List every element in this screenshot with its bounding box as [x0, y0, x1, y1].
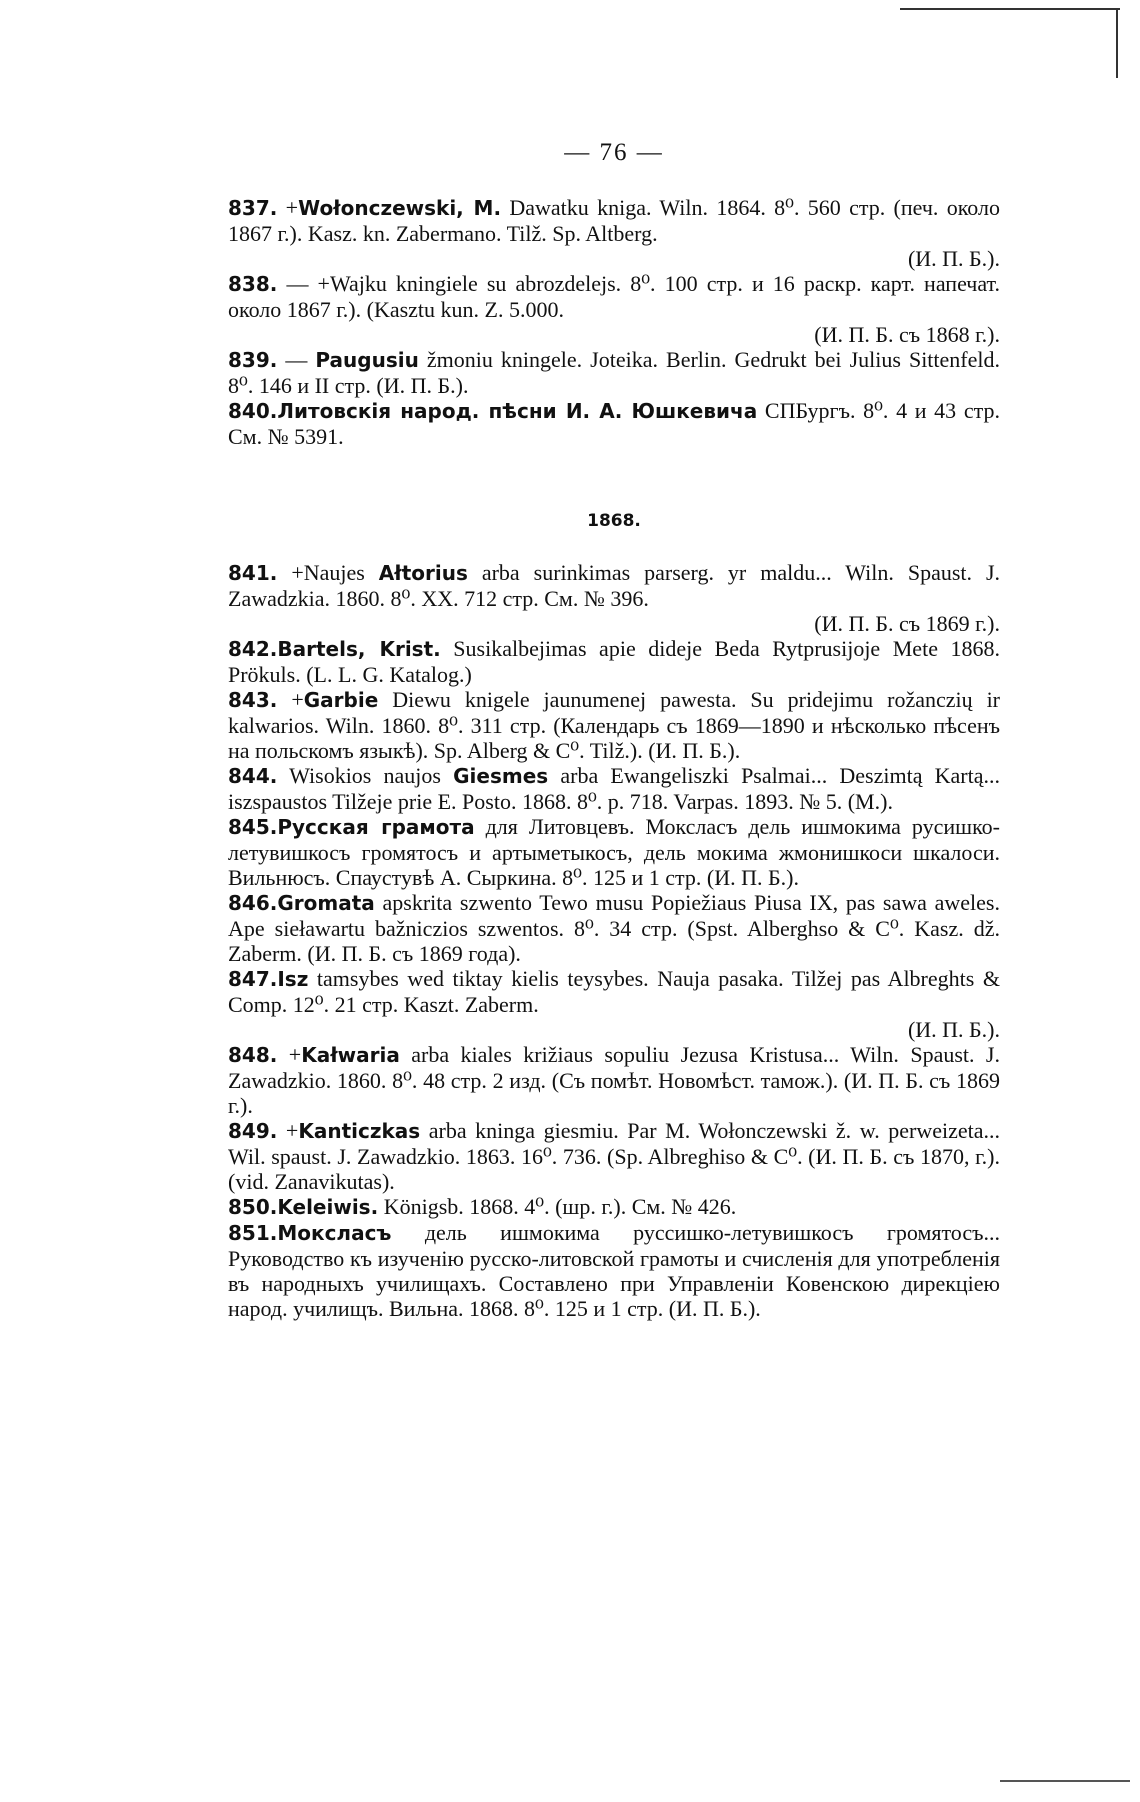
entry-title: Isz — [277, 967, 309, 991]
entry-prefix: Wisokios naujos — [289, 763, 454, 788]
entry-title: Kanticzkas — [298, 1119, 421, 1143]
entry-text: arba Ewangeliszki Psalmai... Deszimtą Kartą... iszspaustos Tilžeje prie E. Posto. 1868. 8⁰. p. 718. Varpas. 1893. № 5. (M.). — [228, 763, 1000, 814]
entry-title: Ałtorius — [378, 561, 468, 585]
entry-text: žmoniu kningele. Joteika. Berlin. Gedrukt bei Julius Sittenfeld. 8⁰. 146 и II стр. (И. П. Б.). — [228, 347, 1000, 398]
entry-location: (И. П. Б. съ 1869 г.). — [814, 611, 1000, 636]
entry-title: Garbie — [303, 688, 379, 712]
bibliography-entry — [228, 636, 1000, 687]
entry-number: 844. — [228, 764, 278, 788]
entry-text: arba surinkimas parserg. yr maldu... Wiln. Spaust. J. Zawadzkia. 1860. 8⁰. XX. 712 стр. См. № 396. — [228, 560, 1001, 611]
entry-number: 843. — [228, 688, 278, 712]
bibliography-entry — [228, 271, 1000, 347]
scan-border-right — [1116, 8, 1118, 78]
entry-title: Русская грамота — [277, 815, 475, 839]
entry-title: Keleiwis. — [277, 1195, 379, 1219]
entry-prefix: + — [288, 1042, 302, 1067]
entry-text: Königsb. 1868. 4⁰. (шр. г.). См. № 426. — [378, 1194, 737, 1219]
entry-text: tamsybes wed tiktay kielis teysybes. Nauja pasaka. Tilžej pas Albreghts & Comp. 12⁰. 21 стр. Kaszt. Zaberm. — [228, 966, 1000, 1017]
entry-number: 848. — [228, 1043, 278, 1067]
bibliography-entry — [228, 687, 1000, 763]
entry-text: Diewu knigele jaunumenej pawesta. Su pridejimu rožanczių ir kalwarios. Wiln. 1860. 8⁰. 311 стр. (Календарь съ 1869—1890 и нѣсколько пѣсенъ на польскомъ языкѣ). Sp. Alberg & C⁰. Tilž.). (И. П. Б.). — [228, 687, 1001, 763]
bibliography-entry — [228, 398, 1000, 449]
entry-prefix: + — [285, 195, 299, 220]
entry-title: Paugusiu — [315, 348, 419, 372]
entry-text: arba kiales križiaus sopuliu Jezusa Kristusa... Wiln. Spaust. J. Zawadzkio. 1860. 8⁰. 48 стр. 2 изд. (Съ помѣт. Новомѣст. тамож.). (И. П. Б. съ 1869 г.). — [228, 1042, 1000, 1118]
bibliography-entry — [228, 1194, 1000, 1220]
entries-after-year — [228, 560, 1000, 1321]
entry-text: СПБургъ. 8⁰. 4 и 43 стр. См. № 5391. — [228, 398, 1000, 449]
bibliography-entry — [228, 814, 1000, 890]
entry-location: (И. П. Б. съ 1868 г.). — [814, 322, 1000, 347]
entry-location: (И. П. Б.). — [907, 246, 1000, 271]
entry-text: arba kninga giesmiu. Par M. Wołonczewski ž. w. perweizeta... Wil. spaust. J. Zawadzkio. 1863. 16⁰. 736. (Sp. Albreghiso & C⁰. (И. П. Б. съ 1870, г.). (vid. Zanavikutas). — [228, 1118, 1001, 1194]
bibliography-entry — [228, 195, 1000, 271]
entry-title: Giesmes — [453, 764, 549, 788]
entry-number: 847. — [228, 967, 278, 991]
entries-before-year — [228, 195, 1000, 449]
entry-title: Литовскія народ. пѣсни И. А. Юшкевича — [277, 399, 758, 423]
entry-title: Моксласъ — [277, 1221, 392, 1245]
page-number: — 76 — — [564, 139, 664, 166]
bibliography-entry — [228, 966, 1000, 1042]
entry-number: 851. — [228, 1221, 278, 1245]
entry-number: 846. — [228, 891, 278, 915]
bibliography-entry — [228, 347, 1000, 398]
bibliography-entry — [228, 890, 1000, 966]
entry-title: Wołonczewski, M. — [298, 196, 502, 220]
bibliography-entry — [228, 1118, 1000, 1194]
entry-text: Dawatku kniga. Wiln. 1864. 8⁰. 560 стр. (печ. около 1867 г.). Kasz. kn. Zabermano. Tilž. Sp. Altberg. — [228, 195, 1000, 246]
entry-number: 839. — [228, 348, 278, 372]
entry-title: Bartels, Krist. — [277, 637, 441, 661]
entry-number: 845. — [228, 815, 278, 839]
entry-prefix: — +Wajku kningiele su abrozdelejs. 8⁰. 100 стр. и 16 раскр. карт. напечат. около 1867 г.). (Kasztu kun. Z. 5.000. — [228, 271, 1001, 322]
entry-number: 849. — [228, 1119, 278, 1143]
entry-title: Gromata — [277, 891, 375, 915]
entry-number: 841. — [228, 561, 278, 585]
entry-number: 837. — [228, 196, 278, 220]
entry-text: дель ишмокима руссишко-летувишкосъ громятосъ... Руководство къ изученію русско-литовской грамоты и счисленія для употребленія въ народныхъ училищахъ. Составлено при Управленіи Ковенскою дирекціею народ. училищъ. Вильна. 1868. 8⁰. 125 и 1 стр. (И. П. Б.). — [228, 1220, 1000, 1321]
entry-prefix: — — [285, 347, 316, 372]
scan-border-top — [900, 8, 1120, 10]
entry-title: Kałwaria — [301, 1043, 400, 1067]
bibliography-entry — [228, 560, 1000, 636]
entry-number: 842. — [228, 637, 278, 661]
entry-prefix: +Naujes — [291, 560, 379, 585]
entry-number: 840. — [228, 399, 278, 423]
entry-number: 838. — [228, 272, 278, 296]
entry-text: Susikalbejimas apie dideje Beda Rytprusijoje Mete 1868. Prökuls. (L. L. G. Katalog.) — [228, 636, 1001, 687]
bibliography-entry — [228, 1042, 1000, 1118]
bibliography-entry — [228, 1220, 1000, 1321]
document-page — [228, 140, 1000, 1321]
year-heading: 1868. — [587, 511, 641, 531]
entry-prefix: + — [291, 687, 304, 712]
entry-text: для Литовцевъ. Моксласъ дель ишмокима русишко-летувишкосъ громятосъ и артыметыкосъ, дель мокима жмонишкоси шкалоси. Вильнюсъ. Спаустувѣ А. Сыркина. 8⁰. 125 и 1 стр. (И. П. Б.). — [228, 814, 1000, 890]
entry-location: (И. П. Б.). — [907, 1017, 1000, 1042]
scan-border-bottom — [1000, 1780, 1130, 1782]
bibliography-entry — [228, 763, 1000, 814]
entry-number: 850. — [228, 1195, 278, 1219]
entry-text: apskrita szwento Tewo musu Popiežiaus Piusa IX, pas sawa aweles. Ape sieławartu bažniczios szwentos. 8⁰. 34 стр. (Spst. Alberghso & C⁰. Kasz. dž. Zaberm. (И. П. Б. съ 1869 года). — [228, 890, 1000, 966]
entry-prefix: + — [285, 1118, 299, 1143]
